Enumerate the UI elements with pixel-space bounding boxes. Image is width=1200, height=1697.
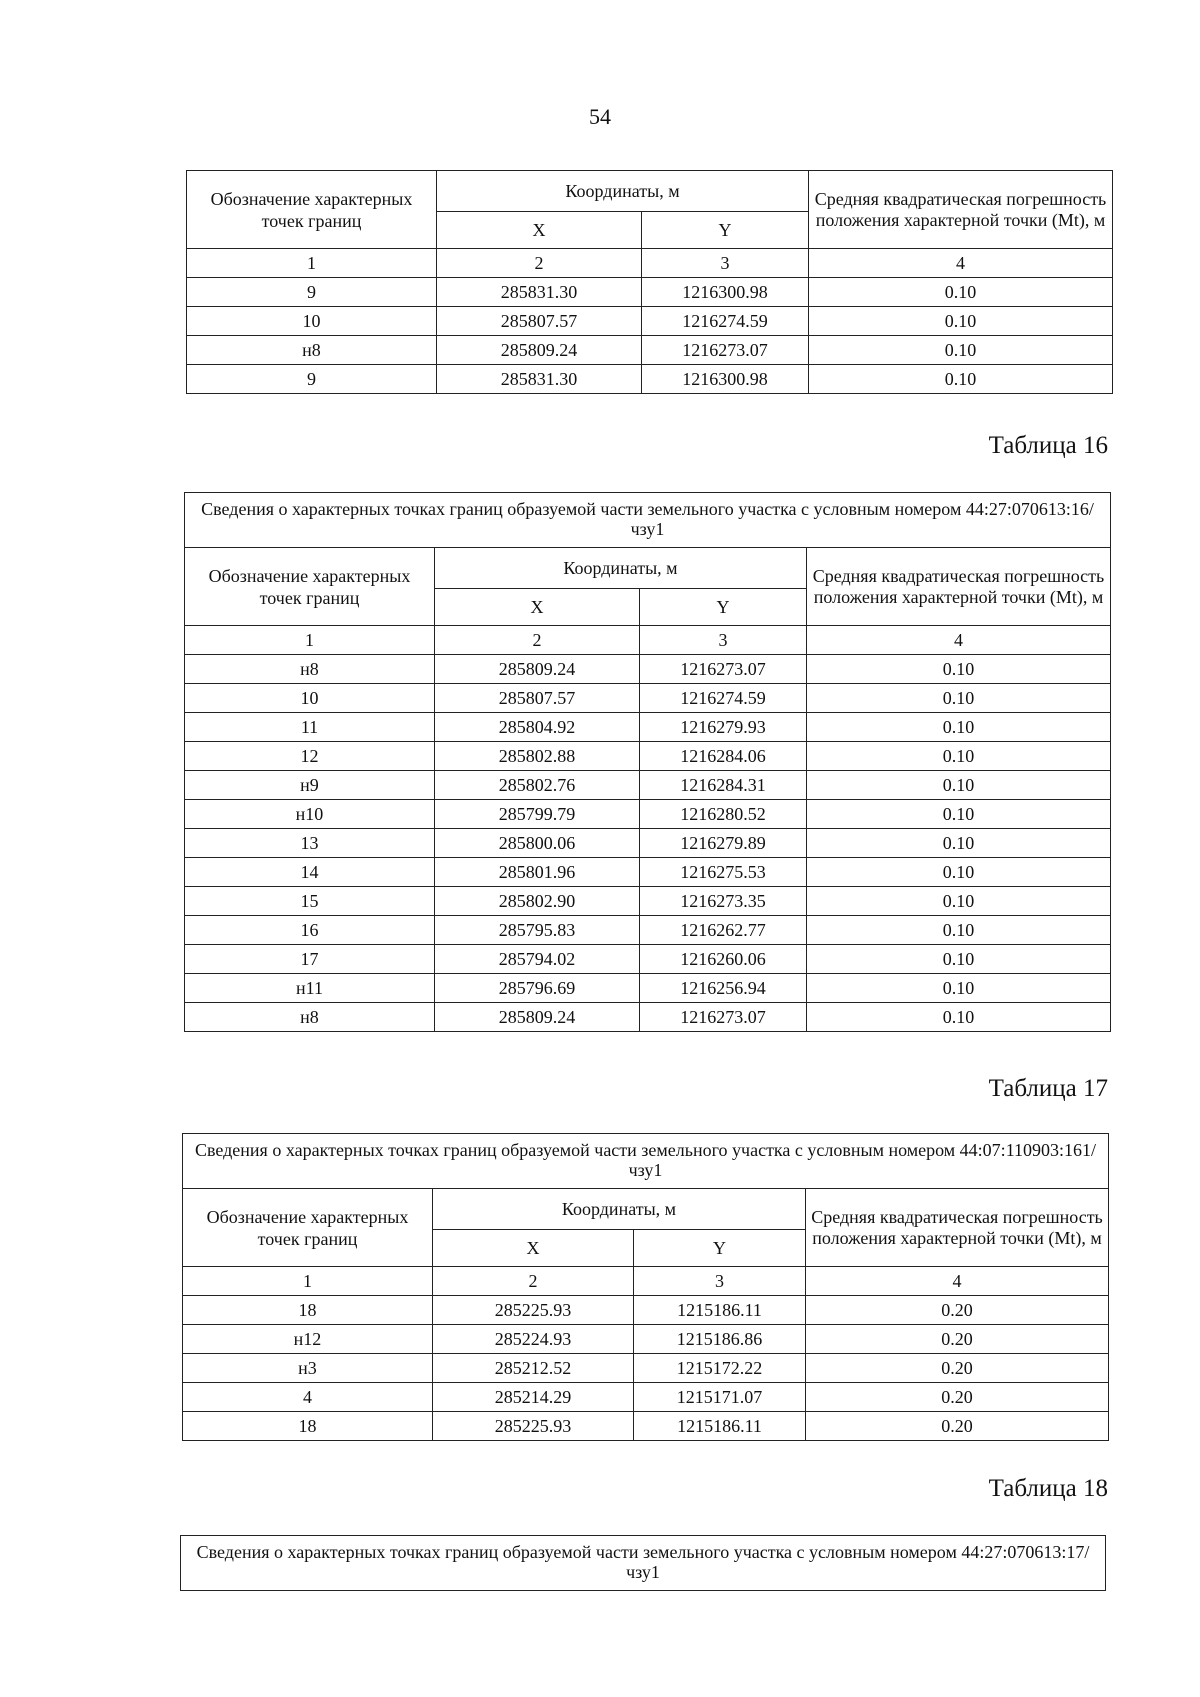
table-16 — [184, 492, 1111, 1032]
table-18-label: Таблица 18 — [988, 1475, 1108, 1502]
point-designation-cell: 18 — [183, 1412, 433, 1441]
table-16-label: Таблица 16 — [988, 432, 1108, 459]
table-row — [185, 713, 1111, 742]
x-coordinate-cell: 285796.69 — [435, 974, 640, 1003]
x-coordinate-cell: 285214.29 — [433, 1383, 634, 1412]
y-coordinate-cell: 1216273.07 — [640, 1003, 807, 1032]
table-row — [185, 800, 1111, 829]
x-coordinate-cell: 285212.52 — [433, 1354, 634, 1383]
point-designation-cell: 17 — [185, 945, 435, 974]
header-point-designation: Обозначение характерных точек границ — [185, 548, 435, 626]
y-coordinate-cell: 1216274.59 — [642, 307, 809, 336]
table-row — [185, 829, 1111, 858]
mean-square-error-cell: 0.10 — [807, 829, 1111, 858]
page-number: 54 — [589, 104, 611, 129]
column-number: 1 — [183, 1267, 433, 1296]
header-mean-square-error: Средняя квадратическая погрешность положения характерной точки (Mt), м — [806, 1189, 1109, 1267]
point-designation-cell: 14 — [185, 858, 435, 887]
header-coordinates: Координаты, м — [433, 1189, 806, 1230]
table-18 — [180, 1535, 1106, 1591]
y-coordinate-cell: 1215172.22 — [634, 1354, 806, 1383]
table-row — [185, 887, 1111, 916]
mean-square-error-cell: 0.10 — [807, 1003, 1111, 1032]
mean-square-error-cell: 0.10 — [807, 771, 1111, 800]
table-row — [185, 945, 1111, 974]
point-designation-cell: 4 — [183, 1383, 433, 1412]
point-designation-cell: 11 — [185, 713, 435, 742]
table-row — [183, 1383, 1109, 1412]
table-17-caption: Сведения о характерных точках границ образуемой части земельного участка с условным номером 44:07:110903:161/чзу1 — [183, 1134, 1109, 1189]
header-x: X — [433, 1230, 634, 1267]
x-coordinate-cell: 285802.76 — [435, 771, 640, 800]
x-coordinate-cell: 285224.93 — [433, 1325, 634, 1354]
x-coordinate-cell: 285799.79 — [435, 800, 640, 829]
mean-square-error-cell: 0.10 — [807, 974, 1111, 1003]
x-coordinate-cell: 285802.90 — [435, 887, 640, 916]
mean-square-error-cell: 0.20 — [806, 1412, 1109, 1441]
mean-square-error-cell: 0.10 — [807, 887, 1111, 916]
x-coordinate-cell: 285831.30 — [437, 278, 642, 307]
table-row — [185, 1003, 1111, 1032]
point-designation-cell: 16 — [185, 916, 435, 945]
x-coordinate-cell: 285801.96 — [435, 858, 640, 887]
y-coordinate-cell: 1216262.77 — [640, 916, 807, 945]
point-designation-cell: 10 — [185, 684, 435, 713]
point-designation-cell: 10 — [187, 307, 437, 336]
mean-square-error-cell: 0.10 — [807, 858, 1111, 887]
header-x: X — [435, 589, 640, 626]
point-designation-cell: 18 — [183, 1296, 433, 1325]
x-coordinate-cell: 285800.06 — [435, 829, 640, 858]
x-coordinate-cell: 285225.93 — [433, 1296, 634, 1325]
column-number: 4 — [806, 1267, 1109, 1296]
table-row — [185, 655, 1111, 684]
header-y: Y — [634, 1230, 806, 1267]
table-row — [183, 1412, 1109, 1441]
mean-square-error-cell: 0.10 — [809, 278, 1113, 307]
y-coordinate-cell: 1216300.98 — [642, 365, 809, 394]
mean-square-error-cell: 0.10 — [807, 742, 1111, 771]
y-coordinate-cell: 1216273.07 — [642, 336, 809, 365]
mean-square-error-cell: 0.10 — [807, 945, 1111, 974]
column-number: 3 — [640, 626, 807, 655]
header-y: Y — [640, 589, 807, 626]
mean-square-error-cell: 0.10 — [807, 684, 1111, 713]
y-coordinate-cell: 1215186.11 — [634, 1296, 806, 1325]
table-row — [187, 307, 1113, 336]
x-coordinate-cell: 285807.57 — [435, 684, 640, 713]
y-coordinate-cell: 1216280.52 — [640, 800, 807, 829]
column-number: 2 — [435, 626, 640, 655]
x-coordinate-cell: 285809.24 — [437, 336, 642, 365]
point-designation-cell: 13 — [185, 829, 435, 858]
table-row — [185, 916, 1111, 945]
table-row — [185, 771, 1111, 800]
table-row — [183, 1325, 1109, 1354]
column-number: 4 — [807, 626, 1111, 655]
y-coordinate-cell: 1216275.53 — [640, 858, 807, 887]
header-mean-square-error: Средняя квадратическая погрешность положения характерной точки (Mt), м — [807, 548, 1111, 626]
table-row — [187, 336, 1113, 365]
x-coordinate-cell: 285804.92 — [435, 713, 640, 742]
table-18-caption: Сведения о характерных точках границ образуемой части земельного участка с условным номером 44:27:070613:17/чзу1 — [181, 1536, 1106, 1591]
y-coordinate-cell: 1216260.06 — [640, 945, 807, 974]
mean-square-error-cell: 0.10 — [807, 916, 1111, 945]
point-designation-cell: 15 — [185, 887, 435, 916]
y-coordinate-cell: 1216274.59 — [640, 684, 807, 713]
mean-square-error-cell: 0.10 — [807, 713, 1111, 742]
point-designation-cell: н11 — [185, 974, 435, 1003]
y-coordinate-cell: 1215186.11 — [634, 1412, 806, 1441]
column-number: 2 — [433, 1267, 634, 1296]
column-number: 4 — [809, 249, 1113, 278]
table-17 — [182, 1133, 1109, 1441]
header-x: X — [437, 212, 642, 249]
mean-square-error-cell: 0.10 — [809, 307, 1113, 336]
table-row — [187, 278, 1113, 307]
table-row — [183, 1354, 1109, 1383]
point-designation-cell: н10 — [185, 800, 435, 829]
mean-square-error-cell: 0.10 — [809, 365, 1113, 394]
column-number: 3 — [642, 249, 809, 278]
y-coordinate-cell: 1216279.89 — [640, 829, 807, 858]
header-y: Y — [642, 212, 809, 249]
y-coordinate-cell: 1216273.07 — [640, 655, 807, 684]
point-designation-cell: н8 — [185, 1003, 435, 1032]
point-designation-cell: н12 — [183, 1325, 433, 1354]
x-coordinate-cell: 285809.24 — [435, 655, 640, 684]
point-designation-cell: 9 — [187, 365, 437, 394]
table-row — [185, 684, 1111, 713]
mean-square-error-cell: 0.10 — [807, 800, 1111, 829]
point-designation-cell: н9 — [185, 771, 435, 800]
y-coordinate-cell: 1216273.35 — [640, 887, 807, 916]
y-coordinate-cell: 1215171.07 — [634, 1383, 806, 1412]
x-coordinate-cell: 285802.88 — [435, 742, 640, 771]
coordinates-table-continuation — [186, 170, 1113, 394]
header-mean-square-error: Средняя квадратическая погрешность положения характерной точки (Mt), м — [809, 171, 1113, 249]
x-coordinate-cell: 285807.57 — [437, 307, 642, 336]
y-coordinate-cell: 1216256.94 — [640, 974, 807, 1003]
y-coordinate-cell: 1216284.06 — [640, 742, 807, 771]
point-designation-cell: 9 — [187, 278, 437, 307]
column-number: 2 — [437, 249, 642, 278]
table-row — [185, 858, 1111, 887]
point-designation-cell: 12 — [185, 742, 435, 771]
x-coordinate-cell: 285809.24 — [435, 1003, 640, 1032]
column-number: 1 — [185, 626, 435, 655]
x-coordinate-cell: 285794.02 — [435, 945, 640, 974]
table-row — [185, 974, 1111, 1003]
mean-square-error-cell: 0.10 — [809, 336, 1113, 365]
y-coordinate-cell: 1215186.86 — [634, 1325, 806, 1354]
mean-square-error-cell: 0.20 — [806, 1354, 1109, 1383]
table-row — [183, 1296, 1109, 1325]
table-16-caption: Сведения о характерных точках границ образуемой части земельного участка с условным номером 44:27:070613:16/чзу1 — [185, 493, 1111, 548]
header-point-designation: Обозначение характерных точек границ — [187, 171, 437, 249]
table-row — [185, 742, 1111, 771]
table-17-label: Таблица 17 — [988, 1075, 1108, 1102]
header-point-designation: Обозначение характерных точек границ — [183, 1189, 433, 1267]
point-designation-cell: н8 — [185, 655, 435, 684]
mean-square-error-cell: 0.10 — [807, 655, 1111, 684]
x-coordinate-cell: 285225.93 — [433, 1412, 634, 1441]
mean-square-error-cell: 0.20 — [806, 1383, 1109, 1412]
y-coordinate-cell: 1216279.93 — [640, 713, 807, 742]
x-coordinate-cell: 285795.83 — [435, 916, 640, 945]
column-number: 3 — [634, 1267, 806, 1296]
header-coordinates: Координаты, м — [435, 548, 807, 589]
header-coordinates: Координаты, м — [437, 171, 809, 212]
point-designation-cell: н3 — [183, 1354, 433, 1383]
mean-square-error-cell: 0.20 — [806, 1325, 1109, 1354]
mean-square-error-cell: 0.20 — [806, 1296, 1109, 1325]
y-coordinate-cell: 1216284.31 — [640, 771, 807, 800]
x-coordinate-cell: 285831.30 — [437, 365, 642, 394]
y-coordinate-cell: 1216300.98 — [642, 278, 809, 307]
column-number: 1 — [187, 249, 437, 278]
point-designation-cell: н8 — [187, 336, 437, 365]
table-row — [187, 365, 1113, 394]
